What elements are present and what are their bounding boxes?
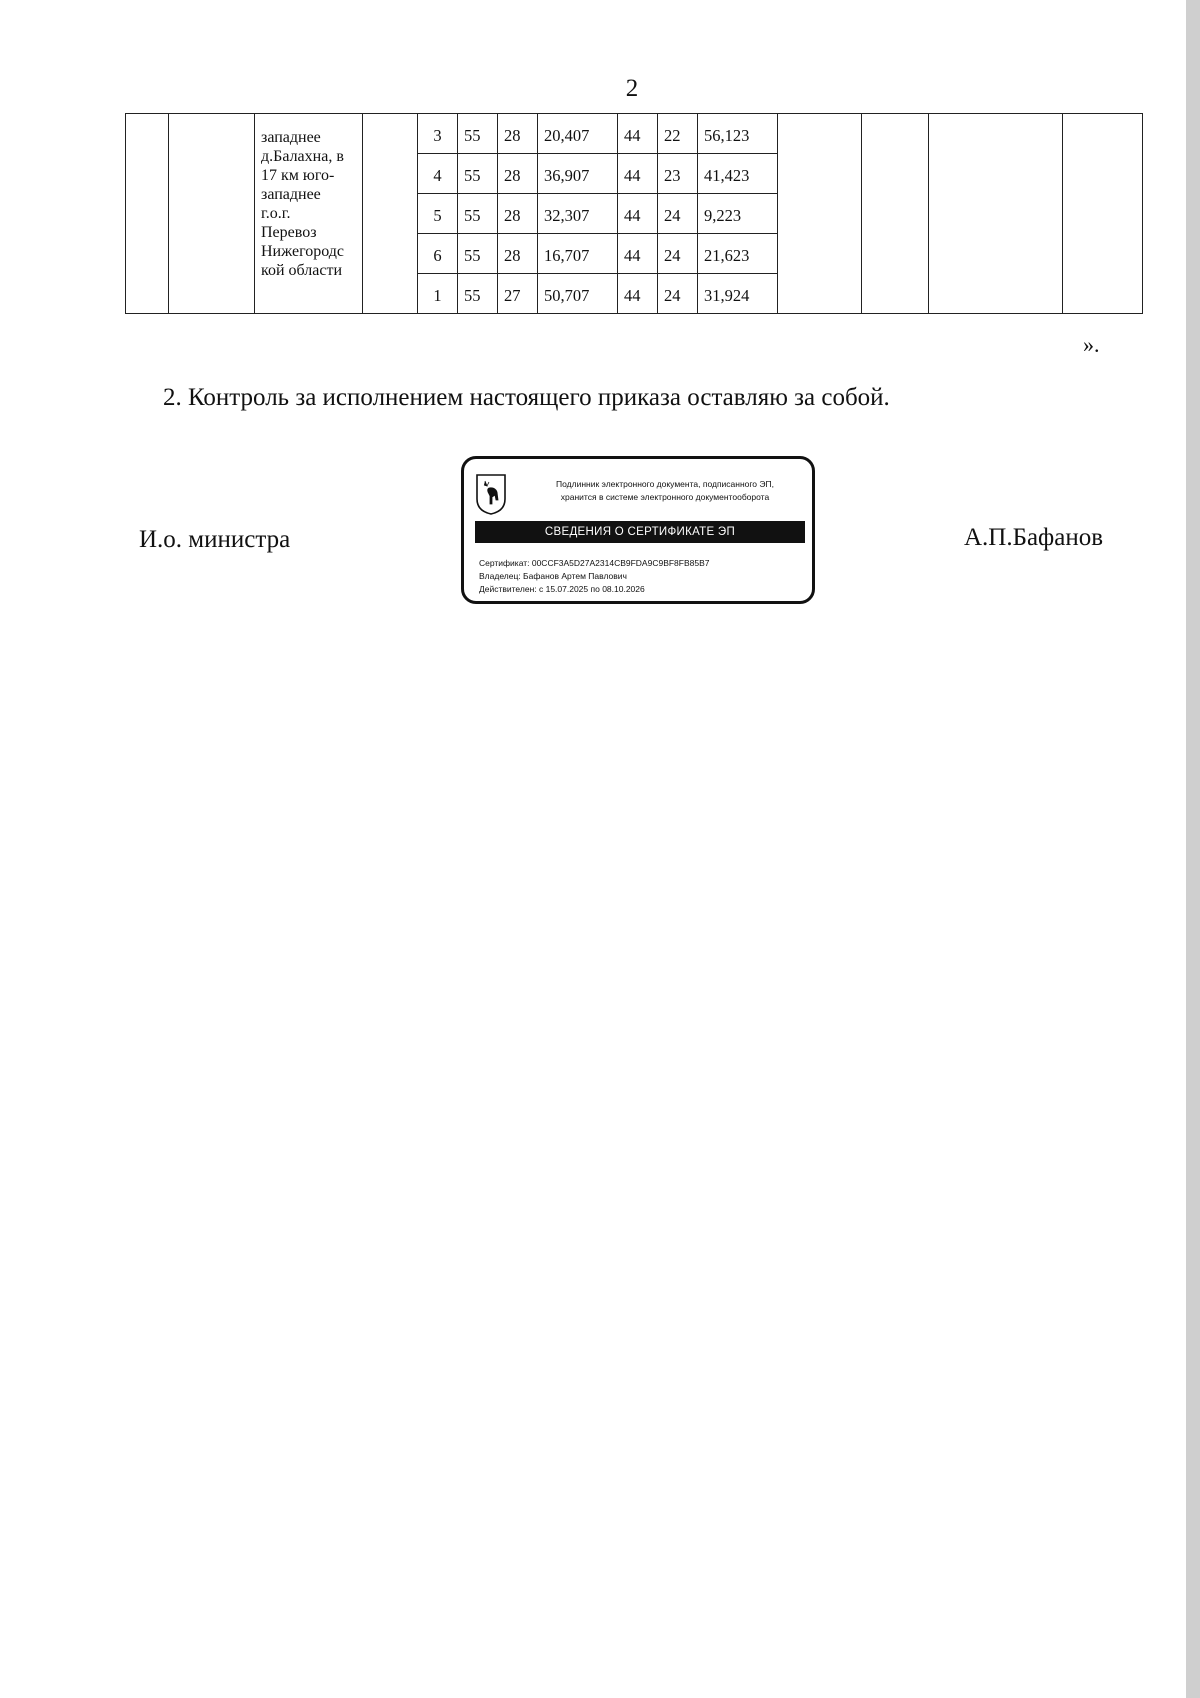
latitude-minutes: 28	[498, 114, 538, 154]
latitude-seconds: 32,307	[538, 194, 618, 234]
stamp-certificate-info	[479, 557, 710, 596]
location-line: Перевоз	[261, 224, 317, 241]
point-number: 6	[418, 234, 458, 274]
location-description-cell	[255, 114, 363, 314]
latitude-seconds: 50,707	[538, 274, 618, 314]
table-cell-empty	[1063, 114, 1143, 314]
stamp-title-bar: СВЕДЕНИЯ О СЕРТИФИКАТЕ ЭП	[475, 521, 805, 543]
page-edge-shadow	[1186, 0, 1200, 1698]
table-cell-empty	[169, 114, 255, 314]
location-line: западнее	[261, 129, 321, 146]
electronic-signature-stamp	[461, 456, 815, 604]
latitude-seconds: 16,707	[538, 234, 618, 274]
longitude-degrees: 44	[618, 274, 658, 314]
table-cell-empty	[929, 114, 1063, 314]
point-number: 3	[418, 114, 458, 154]
latitude-degrees: 55	[458, 274, 498, 314]
location-line: кой области	[261, 262, 343, 279]
table-row	[126, 114, 1143, 154]
stamp-header-line: Подлинник электронного документа, подписанного ЭП,	[556, 479, 774, 489]
longitude-degrees: 44	[618, 194, 658, 234]
latitude-degrees: 55	[458, 154, 498, 194]
longitude-minutes: 23	[658, 154, 698, 194]
deer-coat-of-arms-icon	[475, 473, 507, 515]
longitude-degrees: 44	[618, 154, 658, 194]
longitude-seconds: 31,924	[698, 274, 778, 314]
location-line: западнее	[261, 186, 321, 203]
longitude-minutes: 24	[658, 234, 698, 274]
latitude-degrees: 55	[458, 114, 498, 154]
point-number: 4	[418, 154, 458, 194]
table-cell-empty	[862, 114, 929, 314]
table-cell-empty	[126, 114, 169, 314]
location-line: 17 км юго-	[261, 167, 335, 184]
point-number: 5	[418, 194, 458, 234]
certificate-number: Сертификат: 00CCF3A5D27A2314CB9FDA9C9BF8FB85B7	[479, 558, 710, 568]
signatory-name: А.П.Бафанов	[964, 524, 1104, 551]
paragraph-2: 2. Контроль за исполнением настоящего приказа оставляю за собой.	[163, 384, 890, 411]
page-number: 2	[625, 75, 639, 102]
latitude-degrees: 55	[458, 234, 498, 274]
certificate-owner: Владелец: Бафанов Артем Павлович	[479, 571, 627, 581]
table-cell-empty	[363, 114, 418, 314]
table-cell-empty	[778, 114, 862, 314]
longitude-minutes: 24	[658, 194, 698, 234]
latitude-seconds: 20,407	[538, 114, 618, 154]
location-line: д.Балахна, в	[261, 148, 344, 165]
longitude-minutes: 24	[658, 274, 698, 314]
longitude-minutes: 22	[658, 114, 698, 154]
latitude-minutes: 28	[498, 154, 538, 194]
certificate-validity: Действителен: с 15.07.2025 по 08.10.2026	[479, 584, 645, 594]
latitude-minutes: 27	[498, 274, 538, 314]
point-number: 1	[418, 274, 458, 314]
longitude-degrees: 44	[618, 114, 658, 154]
location-line: г.о.г.	[261, 205, 291, 222]
longitude-seconds: 21,623	[698, 234, 778, 274]
stamp-header	[522, 478, 808, 504]
longitude-degrees: 44	[618, 234, 658, 274]
location-line: Нижегородс	[261, 243, 345, 260]
coordinates-table	[125, 113, 1143, 314]
latitude-minutes: 28	[498, 194, 538, 234]
latitude-degrees: 55	[458, 194, 498, 234]
longitude-seconds: 56,123	[698, 114, 778, 154]
longitude-seconds: 41,423	[698, 154, 778, 194]
signatory-position: И.о. министра	[139, 526, 291, 553]
stamp-header-line: хранится в системе электронного документооборота	[560, 492, 770, 502]
latitude-seconds: 36,907	[538, 154, 618, 194]
longitude-seconds: 9,223	[698, 194, 778, 234]
latitude-minutes: 28	[498, 234, 538, 274]
closing-quote: ».	[1083, 332, 1100, 357]
